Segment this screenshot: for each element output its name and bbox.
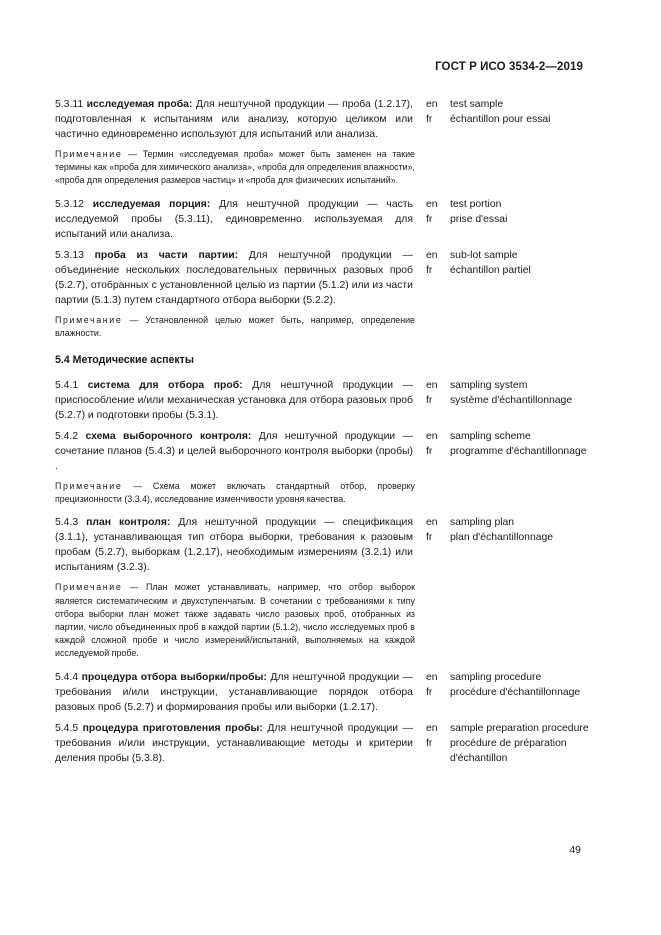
note-text: — Схема может включать стандартный отбор, проверку прецизионности (3.3.4), исследование изменчивости уровня качества. xyxy=(55,481,415,505)
term-name: система для отбора проб: xyxy=(87,380,243,392)
term-translations xyxy=(426,721,595,766)
note-label: Примечание xyxy=(55,481,123,492)
language-code: en xyxy=(425,671,438,683)
term-definition xyxy=(55,197,413,242)
terms-block-5-4 xyxy=(55,378,595,766)
language-code: en xyxy=(425,380,438,392)
note-label: Примечание xyxy=(55,149,123,159)
language-code: en xyxy=(425,517,438,529)
term-text: Для нештучной продукции — объединение нескольких последовательных первичных разовых проб (5.2.7), отобранных с установленной целью из партии (5.1.2) или из части партии (5.1.3) путем стандартного отбора выборки (5.2.2). xyxy=(55,249,413,306)
term-name: проба из части партии: xyxy=(94,249,239,261)
section-heading: 5.4 Методические аспекты xyxy=(55,354,194,367)
translation-row xyxy=(426,721,595,736)
translation-row xyxy=(426,670,595,685)
term-translations xyxy=(426,197,595,242)
translation-row xyxy=(426,444,595,459)
translation-text: test portion xyxy=(449,198,502,210)
language-code: fr xyxy=(425,395,433,407)
term-definition xyxy=(55,248,413,308)
translation-row xyxy=(426,685,595,700)
term-text: Для нештучной продукции — требования и/или инструкции, устанавливающие порядок отбора разовых проб (5.2.7) и формирования пробы или выборки (1.2.17). xyxy=(55,671,413,713)
term-number: 5.4.1 xyxy=(55,380,79,392)
term-number: 5.4.4 xyxy=(55,671,79,683)
language-code: fr xyxy=(425,264,433,276)
translation-row xyxy=(426,248,595,263)
translation-text: échantillon partiel xyxy=(449,264,531,276)
translation-text: test sample xyxy=(449,99,504,110)
term-text: Для нештучной продукции — сочетание планов (5.4.3) и целей выборочного контроля выборки (пробы) . xyxy=(55,431,413,473)
translation-text: sample preparation procedure xyxy=(449,722,589,734)
language-code: fr xyxy=(425,532,433,544)
term-name: план контроля: xyxy=(86,517,171,529)
translation-row xyxy=(426,736,595,766)
translation-text: programme d'échantillonnage xyxy=(449,446,587,458)
term-name: схема выборочного контроля: xyxy=(85,431,252,443)
translation-text: sampling scheme xyxy=(449,431,531,443)
term-entry xyxy=(55,515,595,575)
note-label: Примечание xyxy=(55,582,123,593)
term-note xyxy=(55,581,415,660)
translation-text: plan d'échantillonnage xyxy=(449,532,554,544)
term-definition xyxy=(55,378,413,423)
language-code: fr xyxy=(425,114,433,125)
term-text: Для нештучной продукции — проба (1.2.17), подготовленная к испытаниям или анализу, которую целиком или частично единовременно используют для испытаний или анализа. xyxy=(55,99,413,140)
term-entry xyxy=(55,378,595,423)
translation-text: prise d'essai xyxy=(449,213,508,225)
translation-text: sub-lot sample xyxy=(449,249,518,261)
term-entry xyxy=(55,670,595,715)
language-code: en xyxy=(425,99,438,110)
term-translations xyxy=(426,515,595,575)
term-number: 5.4.5 xyxy=(55,722,79,734)
term-note xyxy=(55,314,415,340)
term-translations xyxy=(426,378,595,423)
term-number: 5.3.13 xyxy=(55,249,84,261)
language-code: fr xyxy=(425,686,433,698)
term-number: 5.4.3 xyxy=(55,517,79,529)
translation-text: système d'échantillonnage xyxy=(449,395,573,407)
translation-text: procédure d'échantillonnage xyxy=(449,686,581,698)
page-number: 49 xyxy=(569,844,581,856)
term-translations xyxy=(426,248,595,308)
translation-row xyxy=(426,393,595,408)
term-note xyxy=(55,480,415,506)
language-code: en xyxy=(425,722,438,734)
term-text: Для нештучной продукции — спецификация (3.1.1), устанавливающая тип отбора выборки, требования к разовым пробам (5.2.7), выборкам (1.2.17), необходимым измерениям (3.2.1) или испытаниям (3.2.3). xyxy=(55,517,413,574)
note-label: Примечание xyxy=(55,314,123,325)
language-code: fr xyxy=(425,213,433,225)
translation-text: procédure de préparation d'échantillon xyxy=(449,737,567,764)
term-name: процедура приготовления пробы: xyxy=(82,722,263,734)
term-note xyxy=(55,148,415,188)
term-name: процедура отбора выборки/пробы: xyxy=(81,671,267,683)
term-translations xyxy=(426,97,595,142)
document-header: ГОСТ Р ИСО 3534-2—2019 xyxy=(435,61,583,73)
translation-row xyxy=(426,97,595,112)
note-text: — Термин «исследуемая проба» может быть заменен на такие термины как «проба для химического анализа», «проба для определения влажности», «проба для определения размеров частиц» и «проба для физических испытаний». xyxy=(55,149,415,186)
translation-text: sampling procedure xyxy=(449,671,542,683)
term-number: 5.3.11 xyxy=(55,99,84,110)
term-definition xyxy=(55,515,413,575)
translation-row xyxy=(426,378,595,393)
term-text: Для нештучной продукции — требования и/или инструкции, устанавливающие методы и критерии деления пробы (5.3.8). xyxy=(55,722,413,764)
language-code: fr xyxy=(425,446,433,458)
translation-row xyxy=(426,515,595,530)
term-definition xyxy=(55,429,413,474)
page-content xyxy=(55,97,595,772)
term-translations xyxy=(426,429,595,474)
term-entry xyxy=(55,721,595,766)
term-entry xyxy=(55,248,595,308)
language-code: en xyxy=(425,249,438,261)
term-text: Для нештучной продукции — часть исследуемой пробы (5.3.11), единовременно используемая для испытаний или анализа. xyxy=(55,198,413,240)
translation-row xyxy=(426,212,595,227)
translation-text: échantillon pour essai xyxy=(449,114,551,125)
translation-row xyxy=(426,112,595,127)
language-code: fr xyxy=(425,737,433,749)
translation-row xyxy=(426,429,595,444)
term-entry xyxy=(55,197,595,242)
note-text: — Установленной целью может быть, например, определение влажности. xyxy=(55,314,415,338)
term-definition xyxy=(55,97,413,142)
translation-text: sampling system xyxy=(449,380,528,392)
term-definition xyxy=(55,721,413,766)
translation-row xyxy=(426,263,595,278)
term-translations xyxy=(426,670,595,715)
term-name: исследуемая порция: xyxy=(92,198,211,210)
terms-block-5-3 xyxy=(55,97,595,340)
term-name: исследуемая проба: xyxy=(86,99,193,110)
note-text: — План может устанавливать, например, что отбор выборок является систематическим и двухступенчатым. В сочетании с требованиями к типу отбора выборки план может также задавать число разовых проб, отобранных из партии, число объединенных проб в каждой партии (5.1.2), число исследуемых проб в каждой сложной пробе и число измерений/испытаний, выполняемых на каждой исследуемой пробе. xyxy=(55,582,415,659)
translation-row xyxy=(426,530,595,545)
term-entry xyxy=(55,429,595,474)
language-code: en xyxy=(425,198,438,210)
translation-row xyxy=(426,197,595,212)
translation-text: sampling plan xyxy=(449,517,515,529)
term-number: 5.4.2 xyxy=(55,431,79,443)
term-definition xyxy=(55,670,413,715)
term-text: Для нештучной продукции — приспособление и/или механическая установка для отбора разовых проб (5.2.7) и подготовки пробы (5.3.1). xyxy=(55,380,413,422)
term-number: 5.3.12 xyxy=(55,198,84,210)
term-entry xyxy=(55,97,595,142)
language-code: en xyxy=(425,431,438,443)
